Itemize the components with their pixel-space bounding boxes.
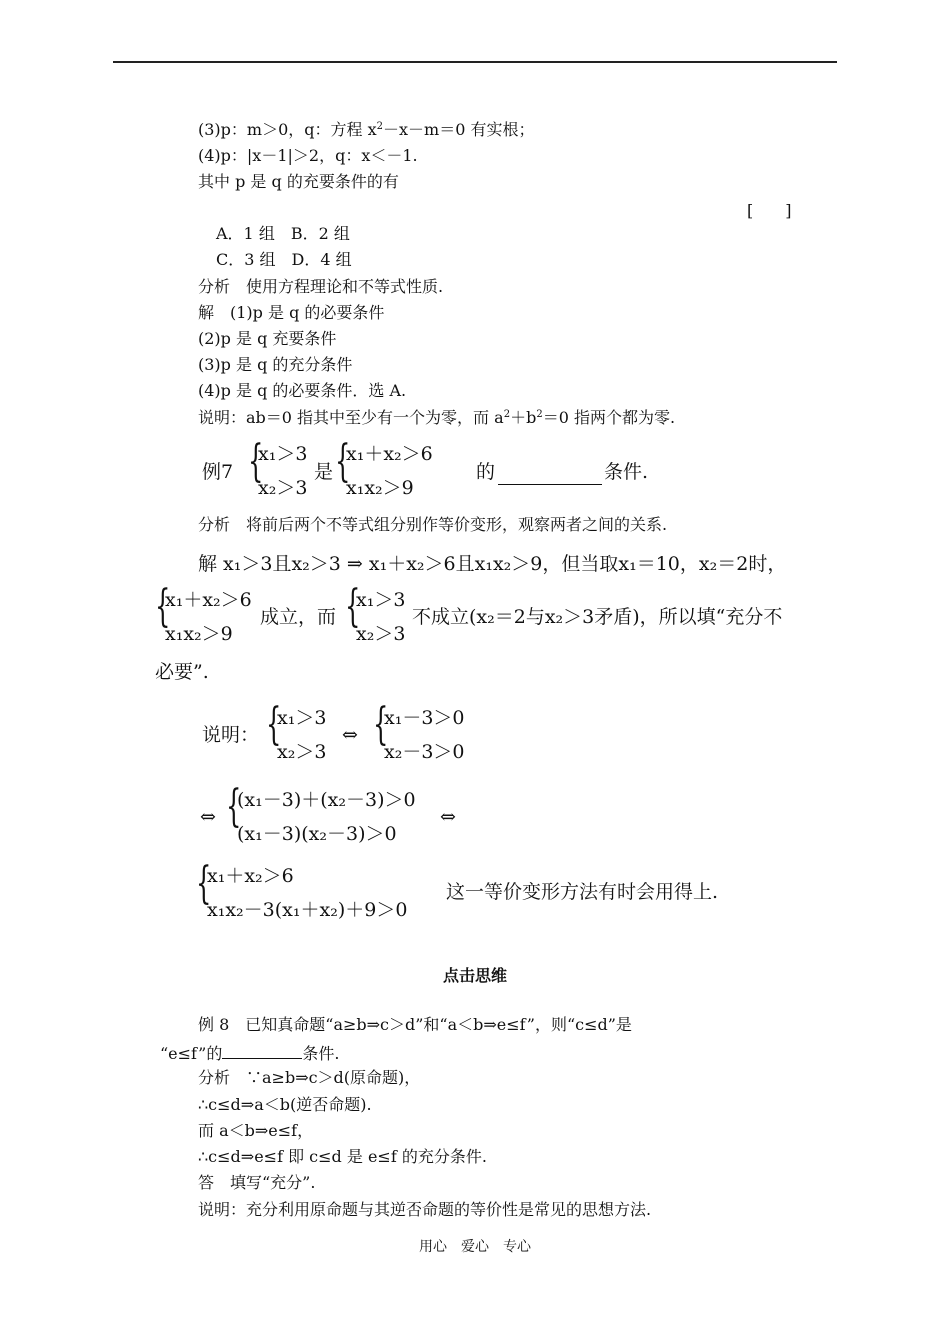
system-line: x₂＞3 <box>356 623 406 645</box>
analysis-8-3: 而 a＜b⇒e≤f， <box>198 1121 314 1140</box>
analysis-8-4: ∴c≤d⇒e≤f 即 c≤d 是 e≤f 的充分条件. <box>198 1147 487 1166</box>
section-title: 点击思维 <box>442 966 507 985</box>
example-7-is: 是 <box>314 461 334 483</box>
system-line: x₁＋x₂＞6 <box>165 589 252 611</box>
note-8: 说明：充分利用原命题与其逆否命题的等价性是常见的思想方法. <box>198 1200 652 1219</box>
example-7-label: 例7 <box>202 461 234 483</box>
brace: { <box>155 581 171 632</box>
question-3: (3)p：m＞0，q：方程 $x^2-x-m=0$ 有实根； <box>198 120 535 139</box>
system-line: x₁＞3 <box>277 707 327 729</box>
example-8-line-2: “e≤f”的 条件. <box>160 1044 340 1063</box>
system-line: x₁＋x₂＞6 <box>207 865 294 887</box>
iff-symbol: ⇔ <box>200 806 216 828</box>
system-line: x₁－3＞0 <box>384 707 465 729</box>
solution-line-3: 必要”. <box>155 661 209 683</box>
example-7-blank <box>498 460 602 491</box>
solution-3: (3)p 是 q 的充分条件 <box>198 355 353 374</box>
analysis-8-1: 分析 ∵a≥b⇒c＞d(原命题)， <box>198 1068 421 1087</box>
system-line: x₂－3＞0 <box>384 741 465 763</box>
system-line: x₁＞3 <box>258 443 308 465</box>
brace: { <box>196 858 212 909</box>
note-2-label: 说明： <box>202 724 260 746</box>
question-stem: 其中 p 是 q 的充要条件的有 <box>198 172 399 191</box>
analysis-8-2: ∴c≤d⇒a＜b(逆否命题). <box>198 1095 372 1114</box>
brace: { <box>248 436 264 487</box>
brace: { <box>335 436 351 487</box>
solution-4: (4)p 是 q 的必要条件．选 A. <box>198 381 407 400</box>
solution-line-2b: 不成立(x₂＝2与x₂＞3矛盾)，所以填“充分不 <box>412 606 783 628</box>
example-7-tail: 条件. <box>604 461 649 483</box>
options-ab: A．1 组 B．2 组 <box>216 224 350 243</box>
solution-2: (2)p 是 q 充要条件 <box>198 329 337 348</box>
system-line: x₁x₂＞9 <box>165 623 233 645</box>
analysis-2: 分析 将前后两个不等式组分别作等价变形，观察两者之间的关系. <box>198 515 668 534</box>
system-line: x₁＋x₂＞6 <box>346 443 433 465</box>
system-line: x₂＞3 <box>277 741 327 763</box>
note-1: 说明：ab＝0 指其中至少有一个为零，而 $a^2+b^2=0$ 指两个都为零. <box>198 408 676 427</box>
options-cd: C．3 组 D．4 组 <box>216 250 352 269</box>
system-line: (x₁－3)＋(x₂－3)＞0 <box>237 789 416 811</box>
answer-bracket: [ ] <box>747 201 792 220</box>
system-line: x₁＞3 <box>356 589 406 611</box>
system-line: x₁x₂＞9 <box>346 477 414 499</box>
solution-line-2a: 成立，而 <box>260 606 337 628</box>
example-7-de: 的 <box>476 461 496 483</box>
solution-line-1: 解 x₁＞3且x₂＞3 ⇒ x₁＋x₂＞6且x₁x₂＞9，但当取x₁＝10，x₂＝2时， <box>198 553 787 575</box>
brace: { <box>345 581 361 632</box>
system-line: x₂＞3 <box>258 477 308 499</box>
iff-symbol: ⇔ <box>342 724 358 746</box>
example-8-line-1: 例 8 已知真命题“a≥b⇒c＞d”和“a＜b⇒e≤f”，则“c≤d”是 <box>198 1015 632 1034</box>
page-footer: 用心 爱心 专心 <box>419 1239 531 1255</box>
brace: { <box>266 699 282 750</box>
system-line: x₁x₂－3(x₁＋x₂)＋9＞0 <box>207 899 408 921</box>
note-2-tail: 这一等价变形方法有时会用得上. <box>446 881 719 903</box>
solution-1: 解 (1)p 是 q 的必要条件 <box>198 303 385 322</box>
iff-symbol: ⇔ <box>440 806 456 828</box>
top-rule <box>113 61 837 63</box>
analysis-1: 分析 使用方程理论和不等式性质. <box>198 277 444 296</box>
answer-8: 答 填写“充分”. <box>198 1173 316 1192</box>
question-4: (4)p：|x－1|＞2，q：x＜－1. <box>198 146 418 165</box>
system-line: (x₁－3)(x₂－3)＞0 <box>237 823 397 845</box>
brace: { <box>373 699 389 750</box>
brace: { <box>226 781 242 832</box>
